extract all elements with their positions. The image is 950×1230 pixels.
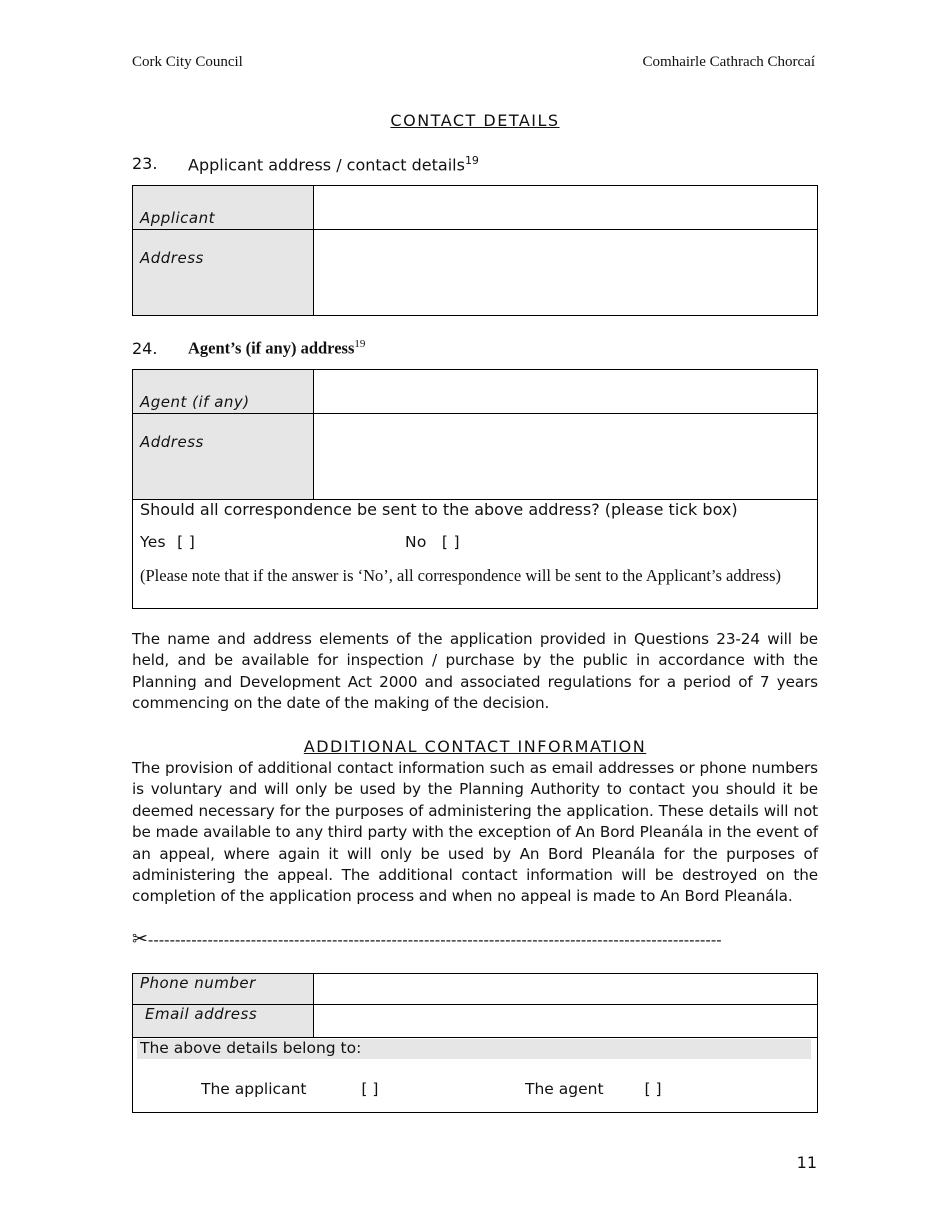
q23-text: Applicant address / contact details [188, 155, 465, 175]
agent-label-cell [133, 370, 314, 414]
agent-checkbox[interactable]: [ ] [644, 1080, 662, 1098]
email-label-cell [133, 1005, 314, 1038]
applicant-label-cell [133, 186, 314, 230]
agent-address-label-cell [133, 414, 314, 500]
page-number: 11 [796, 1153, 817, 1172]
yes-checkbox[interactable]: [ ] [177, 533, 196, 551]
agent-label: Agent (if any) [140, 393, 250, 411]
no-label: No [405, 533, 427, 551]
cut-line: ---------------------------------------------------------------------------------------------------------- [147, 931, 722, 949]
q24-text: Agent’s (if any) address [188, 338, 355, 358]
email-label: Email address [145, 1005, 258, 1023]
applicant-option[interactable] [201, 1080, 378, 1098]
applicant-checkbox[interactable]: [ ] [361, 1080, 379, 1098]
agent-address-field[interactable] [314, 414, 818, 500]
retention-paragraph: The name and address elements of the application provided in Questions 23-24 will be held, and be available for inspection / purchase by the public in accordance with the Planning and Development Act 2000 and associated regulations for a period of 7 years commencing on the date of the making of the decision. [132, 630, 818, 713]
agent-address-label: Address [140, 433, 204, 451]
q23-footnote: 19 [464, 154, 479, 167]
header-left: Cork City Council [132, 54, 243, 70]
applicant-field[interactable] [314, 186, 818, 230]
no-option[interactable] [405, 533, 460, 551]
q23-heading [188, 154, 479, 174]
yes-label: Yes [140, 533, 166, 551]
additional-contact-table [132, 973, 818, 1113]
contact-details-title: CONTACT DETAILS [390, 111, 560, 130]
yes-option[interactable] [140, 533, 195, 551]
no-checkbox[interactable]: [ ] [441, 533, 460, 551]
q24-number: 24. [132, 339, 158, 358]
cut-line-row [132, 928, 818, 950]
agent-option[interactable] [525, 1080, 662, 1098]
phone-label: Phone number [140, 974, 256, 992]
q23-number: 23. [132, 154, 158, 173]
applicant-table [132, 185, 818, 316]
agent-table [132, 369, 818, 609]
q24-heading [188, 338, 365, 359]
additional-info-title: ADDITIONAL CONTACT INFORMATION [303, 737, 647, 756]
phone-field[interactable] [314, 974, 818, 1005]
scissors-icon: ✂ [132, 928, 148, 950]
phone-label-cell [133, 974, 314, 1005]
belongs-cell [133, 1038, 818, 1113]
applicant-address-label: Address [140, 249, 204, 267]
header-right: Comhairle Cathrach Chorcaí [642, 54, 815, 70]
email-field[interactable] [314, 1005, 818, 1038]
agent-option-label: The agent [525, 1080, 604, 1098]
applicant-label: Applicant [140, 209, 215, 227]
applicant-option-label: The applicant [201, 1080, 307, 1098]
agent-field[interactable] [314, 370, 818, 414]
applicant-address-field[interactable] [314, 230, 818, 316]
correspondence-note: (Please note that if the answer is ‘No’, all correspondence will be sent to the Applicant’s address) [140, 566, 782, 585]
correspondence-question: Should all correspondence be sent to the above address? (please tick box) [140, 500, 738, 519]
applicant-address-label-cell [133, 230, 314, 316]
belongs-label: The above details belong to: [140, 1039, 362, 1057]
additional-info-paragraph: The provision of additional contact information such as email addresses or phone numbers is voluntary and will only be used by the Planning Authority to contact you should it be deemed necessary for the purposes of administering the application. These details will not be made available to any third party with the exception of An Bord Pleanála in the event of an appeal, where again it will only be used by An Bord Pleanála for the purposes of administering the appeal. The additional contact information will be destroyed on the completion of the application process and when no appeal is made to An Bord Pleanála. [132, 759, 818, 906]
correspondence-cell [133, 500, 818, 609]
q24-footnote: 19 [354, 338, 366, 350]
